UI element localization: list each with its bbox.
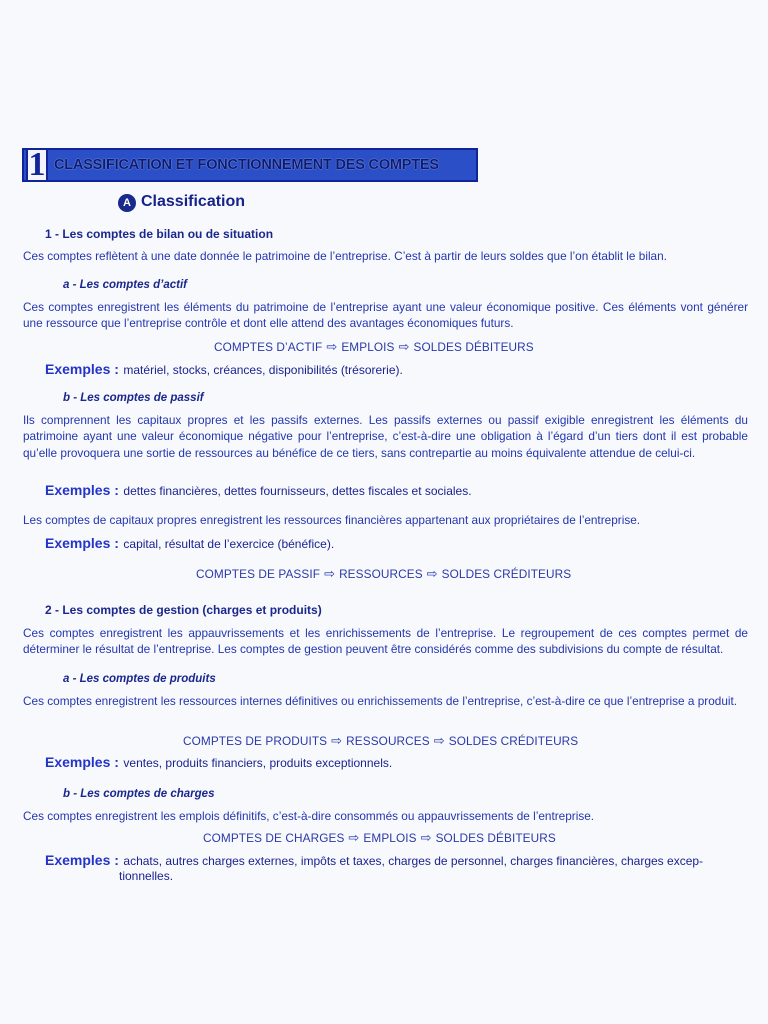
- formula-actif-term-1: COMPTES D’ACTIF: [214, 340, 323, 354]
- section-title: Classification: [141, 193, 246, 210]
- examples-actif: [45, 361, 403, 379]
- paragraph-capitaux-propres: Les comptes de capitaux propres enregistrent les ressources financières appartenant aux propriétaires de l’entreprise.: [23, 513, 641, 527]
- section-badge: A: [118, 194, 136, 212]
- examples-text: dettes financières, dettes fournisseurs, dettes fiscales et sociales.: [123, 484, 472, 498]
- paragraph-passif: Ils comprennent les capitaux propres et les passifs externes. Les passifs externes ou passif exigible enregistrent les éléments du patrimoine ayant une valeur économique négative pour l’entreprise, c’est-à-dire une obligation à l’égard d’un tiers dont il est probable qu’elle provoquera une sortie de ressources au bénéfice de ce tiers, sans contrepartie au moins équivalente attendue de celui-ci.: [23, 413, 748, 460]
- examples-charges-continuation: tionnelles.: [119, 869, 174, 883]
- examples-label: Exemples :: [45, 361, 119, 377]
- examples-text: achats, autres charges externes, impôts et taxes, charges de personnel, charges financières, charges excep-: [123, 854, 704, 868]
- formula-passif-term-3: SOLDES CRÉDITEURS: [441, 567, 572, 581]
- double-arrow-right-icon: ⇨: [348, 830, 360, 845]
- examples-passif-externe: [45, 482, 472, 500]
- examples-charges: [45, 852, 703, 870]
- examples-capitaux-propres: [45, 535, 334, 553]
- double-arrow-right-icon: ⇨: [420, 830, 432, 845]
- formula-actif-term-2: EMPLOIS: [341, 340, 395, 354]
- examples-label: Exemples :: [45, 754, 119, 770]
- formula-produits-term-3: SOLDES CRÉDITEURS: [448, 734, 579, 748]
- formula-passif-term-1: COMPTES DE PASSIF: [196, 567, 321, 581]
- formula-actif: [214, 339, 534, 355]
- paragraph-gestion-intro: Ces comptes enregistrent les appauvrissements et les enrichissements de l’entreprise. Le regroupement de ces comptes permet de déterminer le résultat de l’entreprise. Les comptes de gestion peuvent être considérés comme des subdivisions du compte de résultat.: [23, 626, 748, 657]
- heading-bilan: 1 - Les comptes de bilan ou de situation: [45, 227, 274, 241]
- examples-label: Exemples :: [45, 535, 119, 551]
- double-arrow-right-icon: ⇨: [324, 566, 336, 581]
- paragraph-actif: Ces comptes enregistrent les éléments du patrimoine de l’entreprise ayant une valeur économique positive. Ces éléments vont générer une ressource que l’entreprise contrôle et dont elle attend des avantages économiques futurs.: [23, 300, 748, 331]
- examples-label: Exemples :: [45, 482, 119, 498]
- heading-gestion: 2 - Les comptes de gestion (charges et produits): [45, 603, 322, 617]
- chapter-title: CLASSIFICATION ET FONCTIONNEMENT DES COMPTES: [54, 157, 439, 173]
- examples-label: Exemples :: [45, 852, 119, 868]
- heading-produits: a - Les comptes de produits: [63, 673, 216, 685]
- paragraph-charges: Ces comptes enregistrent les emplois définitifs, c’est-à-dire consommés ou appauvrissements de l’entreprise.: [23, 809, 595, 823]
- double-arrow-right-icon: ⇨: [398, 339, 410, 354]
- examples-text: ventes, produits financiers, produits exceptionnels.: [123, 756, 393, 770]
- heading-charges: b - Les comptes de charges: [63, 788, 215, 800]
- double-arrow-right-icon: ⇨: [326, 339, 338, 354]
- formula-passif: [196, 566, 571, 582]
- double-arrow-right-icon: ⇨: [331, 733, 343, 748]
- formula-charges-term-3: SOLDES DÉBITEURS: [435, 831, 556, 845]
- formula-produits-term-2: RESSOURCES: [346, 734, 430, 748]
- paragraph-bilan-intro: Ces comptes reflètent à une date donnée le patrimoine de l’entreprise. C’est à partir de leurs soldes que l’on établit le bilan.: [23, 249, 667, 263]
- paragraph-produits: Ces comptes enregistrent les ressources internes définitives ou enrichissements de l’entreprise, c’est-à-dire ce que l’entreprise a produit.: [23, 694, 738, 708]
- formula-actif-term-3: SOLDES DÉBITEURS: [413, 340, 534, 354]
- formula-charges-term-2: EMPLOIS: [363, 831, 417, 845]
- heading-actif: a - Les comptes d’actif: [63, 279, 187, 291]
- formula-charges-term-1: COMPTES DE CHARGES: [203, 831, 345, 845]
- examples-text: matériel, stocks, créances, disponibilités (trésorerie).: [123, 363, 403, 377]
- examples-produits: [45, 754, 392, 772]
- double-arrow-right-icon: ⇨: [433, 733, 445, 748]
- formula-produits-term-1: COMPTES DE PRODUITS: [183, 734, 328, 748]
- formula-produits: [183, 733, 578, 749]
- chapter-number: 1: [26, 148, 48, 182]
- heading-passif: b - Les comptes de passif: [63, 392, 204, 404]
- double-arrow-right-icon: ⇨: [426, 566, 438, 581]
- formula-charges: [203, 830, 556, 846]
- formula-passif-term-2: RESSOURCES: [339, 567, 423, 581]
- examples-text: capital, résultat de l’exercice (bénéfice).: [123, 537, 335, 551]
- chapter-banner: [22, 148, 478, 182]
